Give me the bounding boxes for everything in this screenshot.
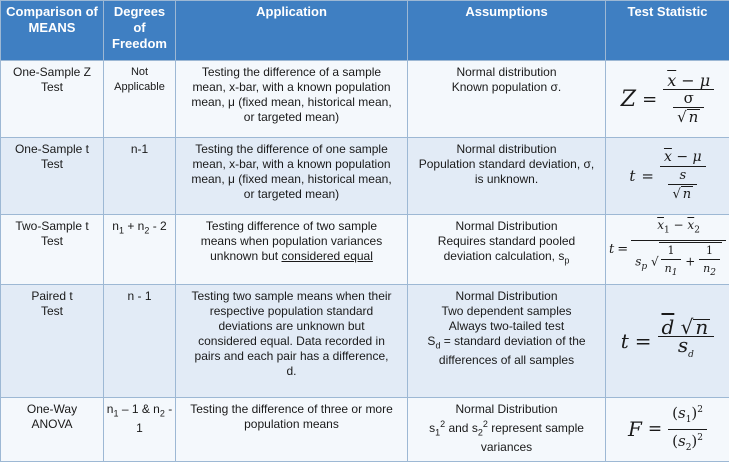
assumption-line: Normal Distribution — [455, 402, 558, 416]
t-statistic-formula: t = $\frac{\overline{x} - \mu}{\frac{s}{√ n}}$ — [606, 138, 729, 215]
test-name: Two-Sample t Test — [1, 215, 104, 285]
application-text: Testing the difference of one sample mean, x-bar, with a known population mean, μ (fixed mean, historical mean, or targeted mean) — [176, 138, 408, 215]
test-name: One-Sample t Test — [1, 138, 104, 215]
formula-lhs: t — [629, 166, 636, 185]
assumption-line: Normal distribution — [456, 65, 557, 79]
assumption-line: Known population σ. — [451, 80, 562, 94]
table-row — [1, 215, 729, 285]
application-text: Testing the difference of three or more population means — [176, 398, 408, 462]
application-text: Testing the difference of a sample mean, x-bar, with a known population mean, μ (fixed mean, historical mean, or targeted mean) — [176, 61, 408, 138]
formula-fraction: $\frac{\overline{x} - \mu}{\frac{\sigma}{√ n}}$ — [663, 73, 714, 125]
assumptions-text — [408, 398, 606, 462]
anova-f-formula: F = $\frac{(s_1)^2}{(s_2)^2}$ — [606, 398, 729, 462]
assumption-line: $s_1^2$ and $s_2^2$ represent sample variances — [429, 419, 584, 455]
test-name: One-Sample Z Test — [1, 61, 104, 138]
assumption-line: Normal Distribution — [455, 289, 558, 303]
assumptions-text — [408, 215, 606, 285]
table-row — [1, 398, 729, 462]
assumption-line: Requires standard pooled deviation calculation, $s_p$ — [437, 234, 576, 266]
assumptions-text — [408, 138, 606, 215]
z-statistic-formula: Z = $\frac{\overline{x} - \mu}{\frac{\sigma}{√ n}}$ — [606, 61, 729, 138]
table-row — [1, 138, 729, 215]
degrees-of-freedom: Not Applicable — [104, 61, 176, 138]
assumption-line: Always two-tailed test — [448, 319, 565, 333]
application-text: Testing two sample means when their respective population standard deviations are unknown but considered equal. Data recorded in pairs and each pair has a difference, d. — [176, 285, 408, 398]
formula-fraction: $\frac{\overline{x} - \mu}{\frac{s}{√ n}}$ — [660, 150, 706, 202]
formula-fraction: $\frac{(s_1)^2}{(s_2)^2}$ — [668, 403, 707, 456]
application-text: Testing difference of two sample means when population variances unknown but considered equal — [176, 215, 408, 285]
header-application: Application — [176, 1, 408, 61]
test-name: One-Way ANOVA — [1, 398, 104, 462]
test-name: Paired t Test — [1, 285, 104, 398]
degrees-of-freedom: n - 1 — [104, 285, 176, 398]
table-row — [1, 285, 729, 398]
paired-t-formula: t = $\frac{\overline{d} √ n}{s_d}$ — [606, 285, 729, 398]
formula-fraction: $\overline{x}_1 - \overline{x}_2$ $s_p$ √ $\frac{1}{n_1}$ + $\frac{1}{n_2}$ — [631, 218, 726, 281]
assumption-line: Population standard deviation, σ, is unknown. — [418, 157, 595, 186]
assumptions-text — [408, 61, 606, 138]
two-sample-t-formula: t = $\overline{x}_1 - \overline{x}_2$ $s_p$ √ $\frac{1}{n_1}$ + $\frac{1}{n_2}$ — [606, 215, 729, 285]
assumption-line: Two dependent samples — [441, 304, 572, 318]
assumptions-text — [408, 285, 606, 398]
header-comparison: Comparison of MEANS — [1, 1, 104, 61]
degrees-of-freedom: $n_1 - 1$ & $n_2 - 1$ — [104, 398, 176, 462]
table-row — [1, 61, 729, 138]
underlined-phrase: considered equal — [281, 249, 373, 263]
assumption-line: Normal Distribution — [455, 219, 558, 233]
header-assumptions: Assumptions — [408, 1, 606, 61]
formula-lhs: Z — [620, 86, 637, 112]
header-row — [1, 1, 729, 61]
header-df: Degrees of Freedom — [104, 1, 176, 61]
formula-fraction: $\frac{\overline{d} √ n}{s_d}$ — [658, 319, 715, 363]
assumption-line: Normal distribution — [456, 142, 557, 156]
assumption-line: $S_d$ = standard deviation of the differences of all samples — [427, 334, 586, 368]
degrees-of-freedom: $n_1 + n_2 - 2$ — [104, 215, 176, 285]
header-statistic: Test Statistic — [606, 1, 729, 61]
degrees-of-freedom: n-1 — [104, 138, 176, 215]
